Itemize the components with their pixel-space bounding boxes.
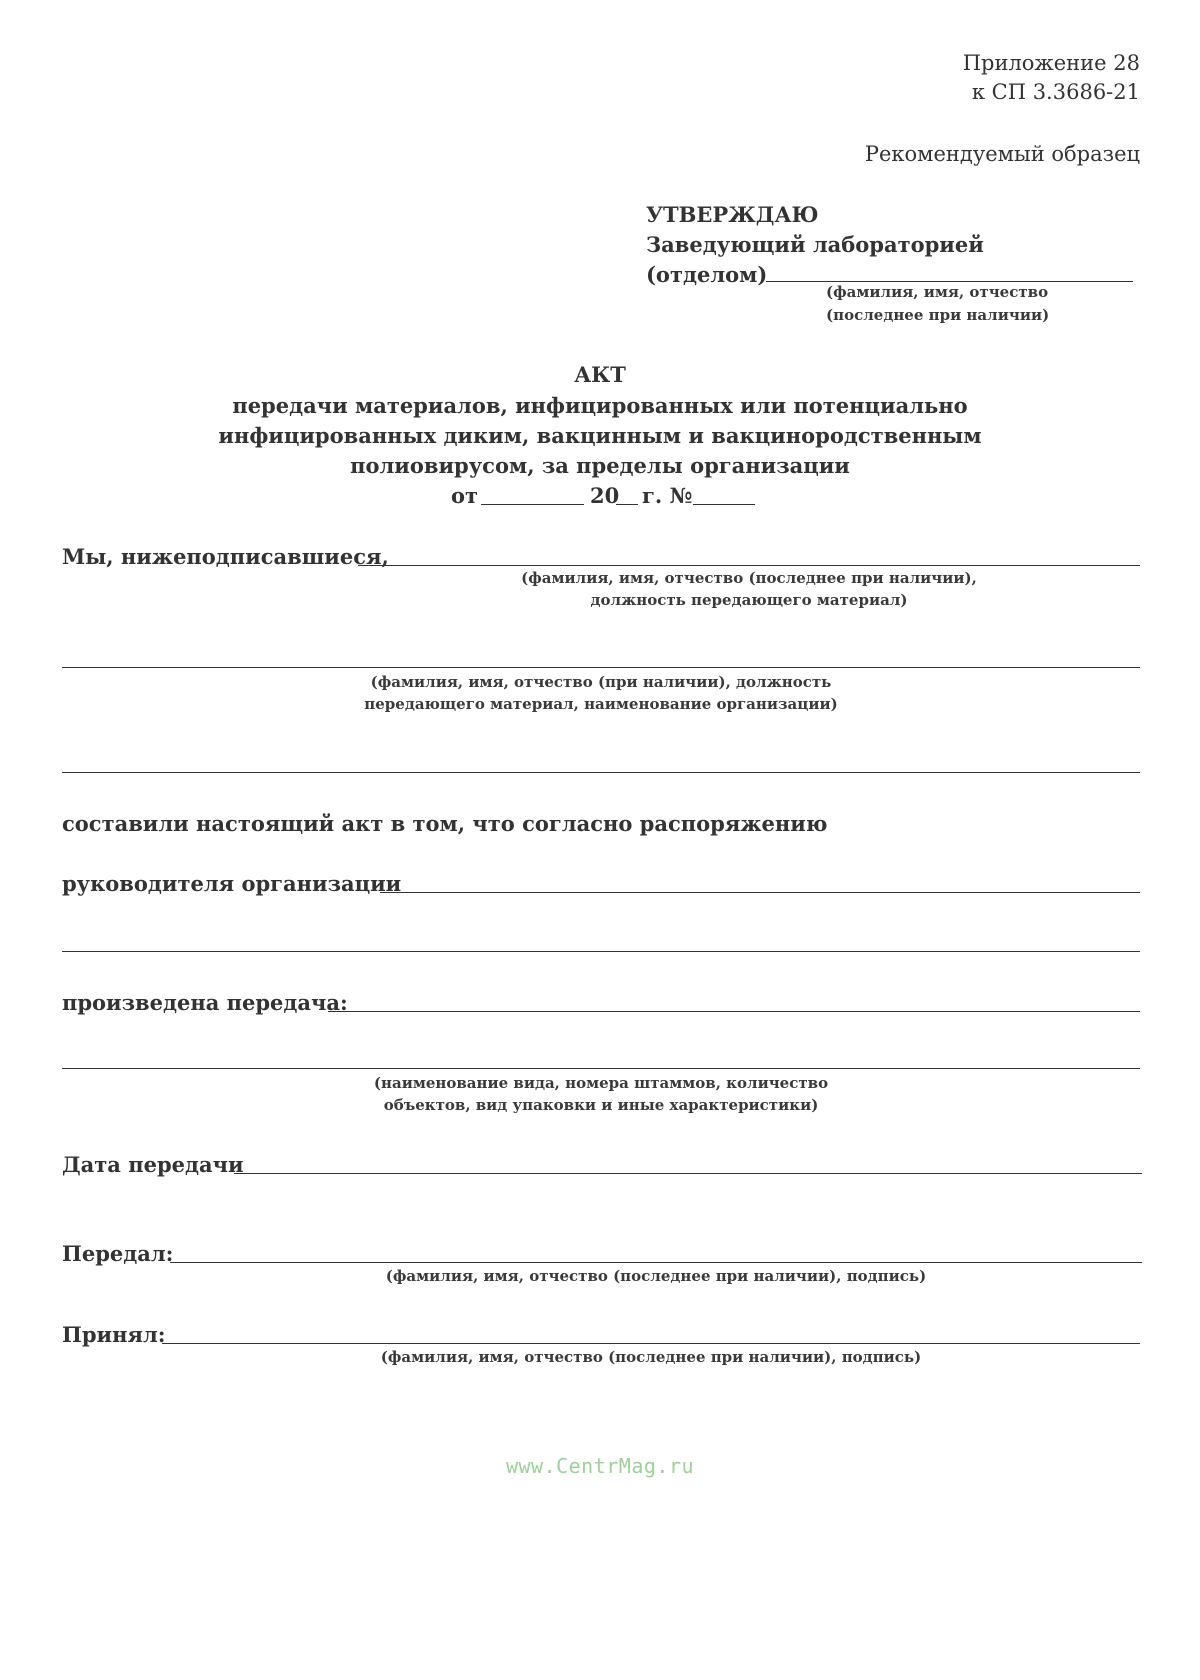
act-subtitle-line3: полиовирусом, за пределы организации [350,453,850,478]
order-continuation-line[interactable] [62,951,1140,952]
act-date-from-label: от [451,483,479,508]
act-year-prefix: 20 [590,483,620,508]
receiver-caption-line2: передающего материал, наименование организации) [364,695,838,713]
undersigned-caption-line1: (фамилия, имя, отчество (последнее при наличии), [521,569,977,587]
act-number-blank[interactable] [693,504,755,505]
approval-caption-line1: (фамилия, имя, отчество [826,283,1049,301]
act-title: АКТ [574,362,626,387]
undersigned-caption-line2: должность передающего материал) [590,591,908,609]
act-number-label: г. № [642,483,693,508]
passed-by-caption: (фамилия, имя, отчество (последнее при наличии), подпись) [385,1267,927,1285]
transfer-date-line[interactable] [234,1173,1142,1174]
receiver-line[interactable] [62,667,1140,668]
transfer-date-label: Дата передачи [62,1152,244,1177]
passed-by-label: Передал: [62,1241,174,1266]
passed-by-line[interactable] [170,1262,1142,1263]
approval-title: УТВЕРЖДАЮ [646,202,819,227]
act-subtitle-line1: передачи материалов, инфицированных или потенциально [232,393,968,418]
recommended-sample-label: Рекомендуемый образец [864,142,1140,166]
transfer-caption-line1: (наименование вида, номера штаммов, количество [373,1074,829,1092]
receiver-caption-line1: (фамилия, имя, отчество (при наличии), должность [370,673,832,691]
act-subtitle-line2: инфицированных диким, вакцинным и вакцинородственным [218,423,982,448]
approval-caption-line2: (последнее при наличии) [826,306,1050,324]
accepted-by-line[interactable] [162,1343,1140,1344]
appendix-line-2: к СП 3.3686-21 [971,80,1140,104]
accepted-by-label: Принял: [62,1322,166,1347]
transfer-details-line[interactable] [62,1068,1140,1069]
accepted-by-caption: (фамилия, имя, отчество (последнее при наличии), подпись) [380,1348,922,1366]
approval-position-line2: (отделом) [646,262,768,287]
extra-participant-line[interactable] [62,772,1140,773]
appendix-line-1: Приложение 28 [962,51,1140,75]
undersigned-label: Мы, нижеподписавшиеся, [62,544,389,569]
act-year-blank[interactable] [616,504,638,505]
head-of-organization-line[interactable] [380,892,1140,893]
approval-position-line1: Заведующий лабораторией [646,232,984,257]
act-date-blank[interactable] [481,504,584,505]
composed-statement: составили настоящий акт в том, что согласно распоряжению [62,811,828,836]
watermark-url: www.CentrMag.ru [505,1454,695,1478]
transfer-line[interactable] [328,1011,1140,1012]
undersigned-line[interactable] [358,565,1140,566]
head-of-organization-label: руководителя организации [62,871,402,896]
transfer-caption-line2: объектов, вид упаковки и иные характеристики) [383,1096,819,1114]
transfer-label: произведена передача: [62,990,348,1015]
